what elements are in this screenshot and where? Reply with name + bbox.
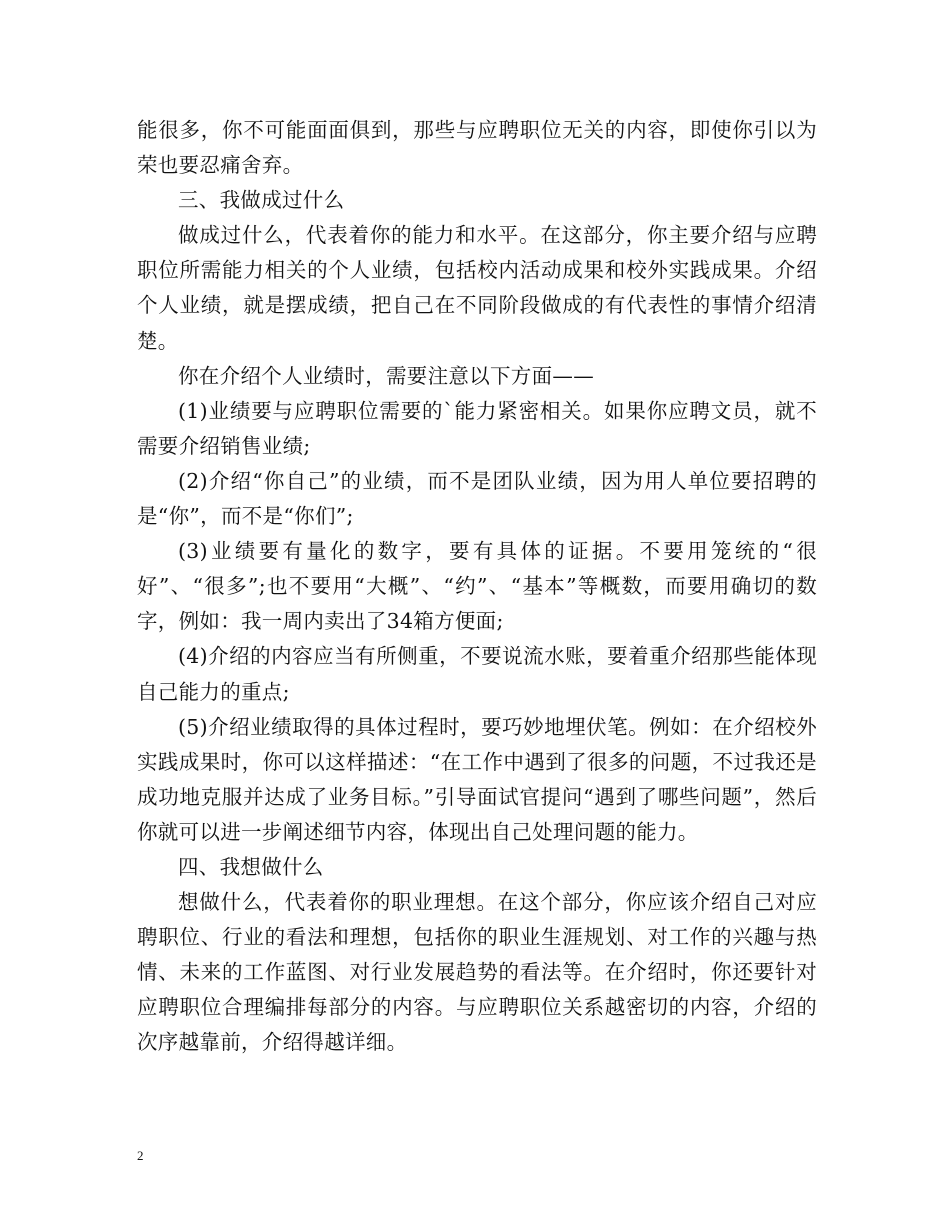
list-item: (2)介绍“你自己”的业绩，而不是团队业绩，因为用人单位要招聘的是“你”，而不是“你们”;: [137, 468, 817, 529]
document-body: [137, 113, 817, 1061]
section-heading-3: 三、我做成过什么: [178, 188, 345, 213]
paragraph: 做成过什么，代表着你的能力和水平。在这部分，你主要介绍与应聘职位所需能力相关的个人业绩，包括校内活动成果和校外实践成果。介绍个人业绩，就是摆成绩，把自己在不同阶段做成的有代表性的事情介绍清楚。: [137, 223, 817, 353]
list-item: (4)介绍的内容应当有所侧重，不要说流水账，要着重介绍那些能体现自己能力的重点;: [137, 644, 817, 704]
list-item: (5)介绍业绩取得的具体过程时，要巧妙地埋伏笔。例如：在介绍校外实践成果时，你可以这样描述：“在工作中遇到了很多的问题，不过我还是成功地克服并达成了业务目标。”引导面试官提问“遇到了哪些问题”，然后你就可以进一步阐述细节内容，体现出自己处理问题的能力。: [137, 714, 817, 844]
list-item: (1)业绩要与应聘职位需要的`能力紧密相关。如果你应聘文员，就不需要介绍销售业绩;: [137, 398, 817, 458]
paragraph: 你在介绍个人业绩时，需要注意以下方面——: [178, 363, 594, 388]
paragraph-continuation: 能很多，你不可能面面俱到，那些与应聘职位无关的内容，即使你引以为荣也要忍痛舍弃。: [137, 118, 817, 178]
section-heading-4: 四、我想做什么: [178, 854, 324, 879]
paragraph: 想做什么，代表着你的职业理想。在这个部分，你应该介绍自己对应聘职位、行业的看法和理想，包括你的职业生涯规划、对工作的兴趣与热情、未来的工作蓝图、对行业发展趋势的看法等。在介绍时，你还要针对应聘职位合理编排每部分的内容。与应聘职位关系越密切的内容，介绍的次序越靠前，介绍得越详细。: [137, 890, 817, 1055]
list-item: (3)业绩要有量化的数字，要有具体的证据。不要用笼统的“很好”、“很多”;也不要用“大概”、“约”、“基本”等概数，而要用确切的数字，例如：我一周内卖出了34箱方便面;: [137, 539, 817, 634]
page-number: 2: [137, 1148, 144, 1163]
